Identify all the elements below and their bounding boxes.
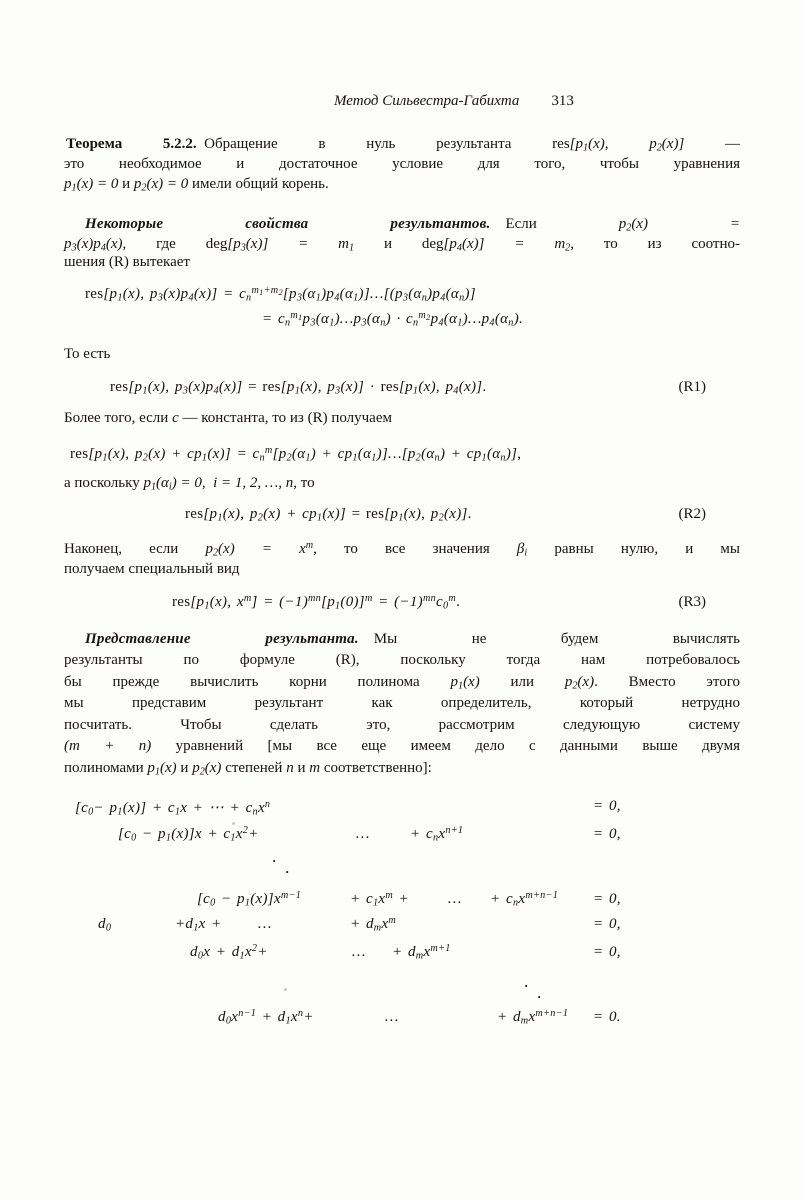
system-row-ellipsis: … xyxy=(385,1009,399,1025)
system-row-term: $[c_0 - p_1(x)]x + c_1x^2+$ xyxy=(118,824,259,844)
representation-line: мы представим результант как определитель, который нетрудно xyxy=(64,695,740,711)
finally-line: Наконец, если $p_2(x) = x^m$, то все значения $\beta_i$ равны нулю, и мы xyxy=(64,539,740,559)
system-equation-row xyxy=(0,798,804,818)
that-is-text: То есть xyxy=(64,346,111,362)
system-row-term: $d_0x^{n-1} + d_1x^n+$ xyxy=(218,1007,314,1027)
system-row-ellipsis: … xyxy=(258,916,272,932)
equation-r1 xyxy=(0,379,804,399)
system-row-rhs: = 0, xyxy=(593,944,621,960)
equation-r2-tag: (R2) xyxy=(678,506,706,522)
diagonal-ellipsis-dot: · xyxy=(524,978,529,993)
system-equation-row xyxy=(0,916,804,936)
theorem-line: $p_1(x) = 0$ и $p_2(x) = 0$ имели общий корень. xyxy=(64,176,329,194)
moreover-text: Более того, если c — константа, то из (R) получаем xyxy=(64,410,392,426)
system-row-term: + $c_1x^m$ + xyxy=(350,889,409,909)
expanded-resultant-equation: $res[p_1(x)$, $p_2(x) + cp_1(x)] = c_n^m[p_2(\alpha_1)$ + $cp_1(\alpha_1)]\dots[p_2(\alpha_n) + cp_1(\alpha_n)]$, xyxy=(70,444,522,464)
system-row-term: $[c_0- p_1(x)] + c_1x$ + ⋯ + $c_nx^n$ xyxy=(75,798,271,818)
theorem-line: Теорема 5.2.2. Обращение в нуль результанта $res[p_1(x)$, $p_2(x)$] — xyxy=(66,136,740,154)
finally-line: получаем специальный вид xyxy=(64,561,240,577)
system-row-term: + $d_mx^m$ xyxy=(350,914,397,934)
system-row-ellipsis: … xyxy=(448,891,462,907)
system-equation-row xyxy=(0,891,804,911)
diagonal-ellipsis-dot: · xyxy=(285,864,290,879)
properties-heading-line: Некоторые свойства результантов. Если $p_2(x)$ = xyxy=(85,216,740,234)
system-row-ellipsis: … xyxy=(352,944,366,960)
system-equation-row xyxy=(0,1009,804,1029)
system-row-term: $d_0x + d_1x^2+$ xyxy=(190,942,268,962)
equation-r3 xyxy=(0,594,804,614)
diagonal-ellipsis-dot: · xyxy=(272,853,277,868)
equation-r3-formula: $res[p_1(x)$, $x^m] = (-1)^{mn}[p_1(0)]^m = (-1)^{mn}c_0^m$. xyxy=(172,592,461,612)
system-row-term: + $c_nx^{m+n-1}$ xyxy=(490,889,559,909)
diagonal-ellipsis-dot: · xyxy=(537,989,542,1004)
system-equation-row xyxy=(0,944,804,964)
page-number: 313 xyxy=(551,93,574,109)
equation-r1-formula: $res[p_1(x)$, $p_3(x)p_4(x)] = res[p_1(x)$, $p_3(x)] \cdot res[p_1(x)$, $p_4(x)$]. xyxy=(110,379,487,397)
equation-r2 xyxy=(0,506,804,526)
scan-speck xyxy=(284,988,287,991)
properties-line: шения (R) вытекает xyxy=(64,254,190,270)
system-row-term: + $d_mx^{m+1}$ xyxy=(392,942,451,962)
equation-r3-tag: (R3) xyxy=(678,594,706,610)
representation-line: посчитать. Чтобы сделать это, рассмотрим следующую систему xyxy=(64,717,740,733)
theorem-line: это необходимое и достаточное условие для того, чтобы уравнения xyxy=(64,156,740,172)
representation-heading-line: Представление результанта. Мы не будем вычислять xyxy=(85,631,741,647)
properties-line: $p_3(x)p_4(x)$, где $deg[p_3(x)] = m_1$ и $deg[p_4(x)] = m_2$, то из соотно- xyxy=(64,236,740,254)
system-row-term: $[c_0 - p_1(x)]x^{m-1}$ xyxy=(197,889,302,909)
resultant-product-equation-line: = $c_n^{m_1}p_3(\alpha_1)\dots p_3(\alpha_n)$ · $c_n^{m_2}p_4(\alpha_1)\dots p_4(\alpha_n)$. xyxy=(262,309,524,329)
system-row-term: + $c_nx^{n+1}$ xyxy=(410,824,464,844)
equation-r2-formula: $res[p_1(x)$, $p_2(x) + cp_1(x)] = res[p_1(x)$, $p_2(x)$]. xyxy=(185,506,472,524)
representation-line: полиномами $p_1(x)$ и $p_2(x)$ степеней n и m соответственно]: xyxy=(64,760,432,778)
system-row-rhs: = 0, xyxy=(593,826,621,842)
system-row-rhs: = 0, xyxy=(593,916,621,932)
system-row-term: $+d_1x$ + xyxy=(175,916,222,934)
scan-speck xyxy=(232,822,235,825)
system-row-ellipsis: … xyxy=(356,826,370,842)
system-row-rhs: = 0, xyxy=(593,891,621,907)
representation-line: результанты по формуле (R), поскольку тогда нам потребовалось xyxy=(64,652,740,668)
system-row-rhs: = 0. xyxy=(593,1009,621,1025)
equation-r1-tag: (R1) xyxy=(678,379,706,395)
system-equation-row xyxy=(0,826,804,846)
since-text: а поскольку $p_1(\alpha_i) = 0$, i = 1, 2, …, n, то xyxy=(64,475,315,493)
system-row-rhs: = 0, xyxy=(593,798,621,814)
system-row-term: + $d_mx^{m+n-1}$ xyxy=(497,1007,569,1027)
system-row-term: $d_0$ xyxy=(98,916,112,934)
representation-line: (m + n) уравнений [мы все еще имеем дело с данными выше двумя xyxy=(64,738,740,754)
resultant-product-equation-line: $res[p_1(x)$, $p_3(x)p_4(x)$] = $c_n^{m_1+m_2}[p_3(\alpha_1)p_4(\alpha_1)]\dots[(p_3(\alpha_n)p_4(\alpha_n)]$ xyxy=(85,284,476,304)
running-header xyxy=(334,91,574,111)
running-header-title: Метод Сильвестра-Габихта xyxy=(334,93,520,109)
representation-line: бы прежде вычислить корни полинома $p_1(x)$ или $p_2(x)$. Вместо этого xyxy=(64,674,741,692)
